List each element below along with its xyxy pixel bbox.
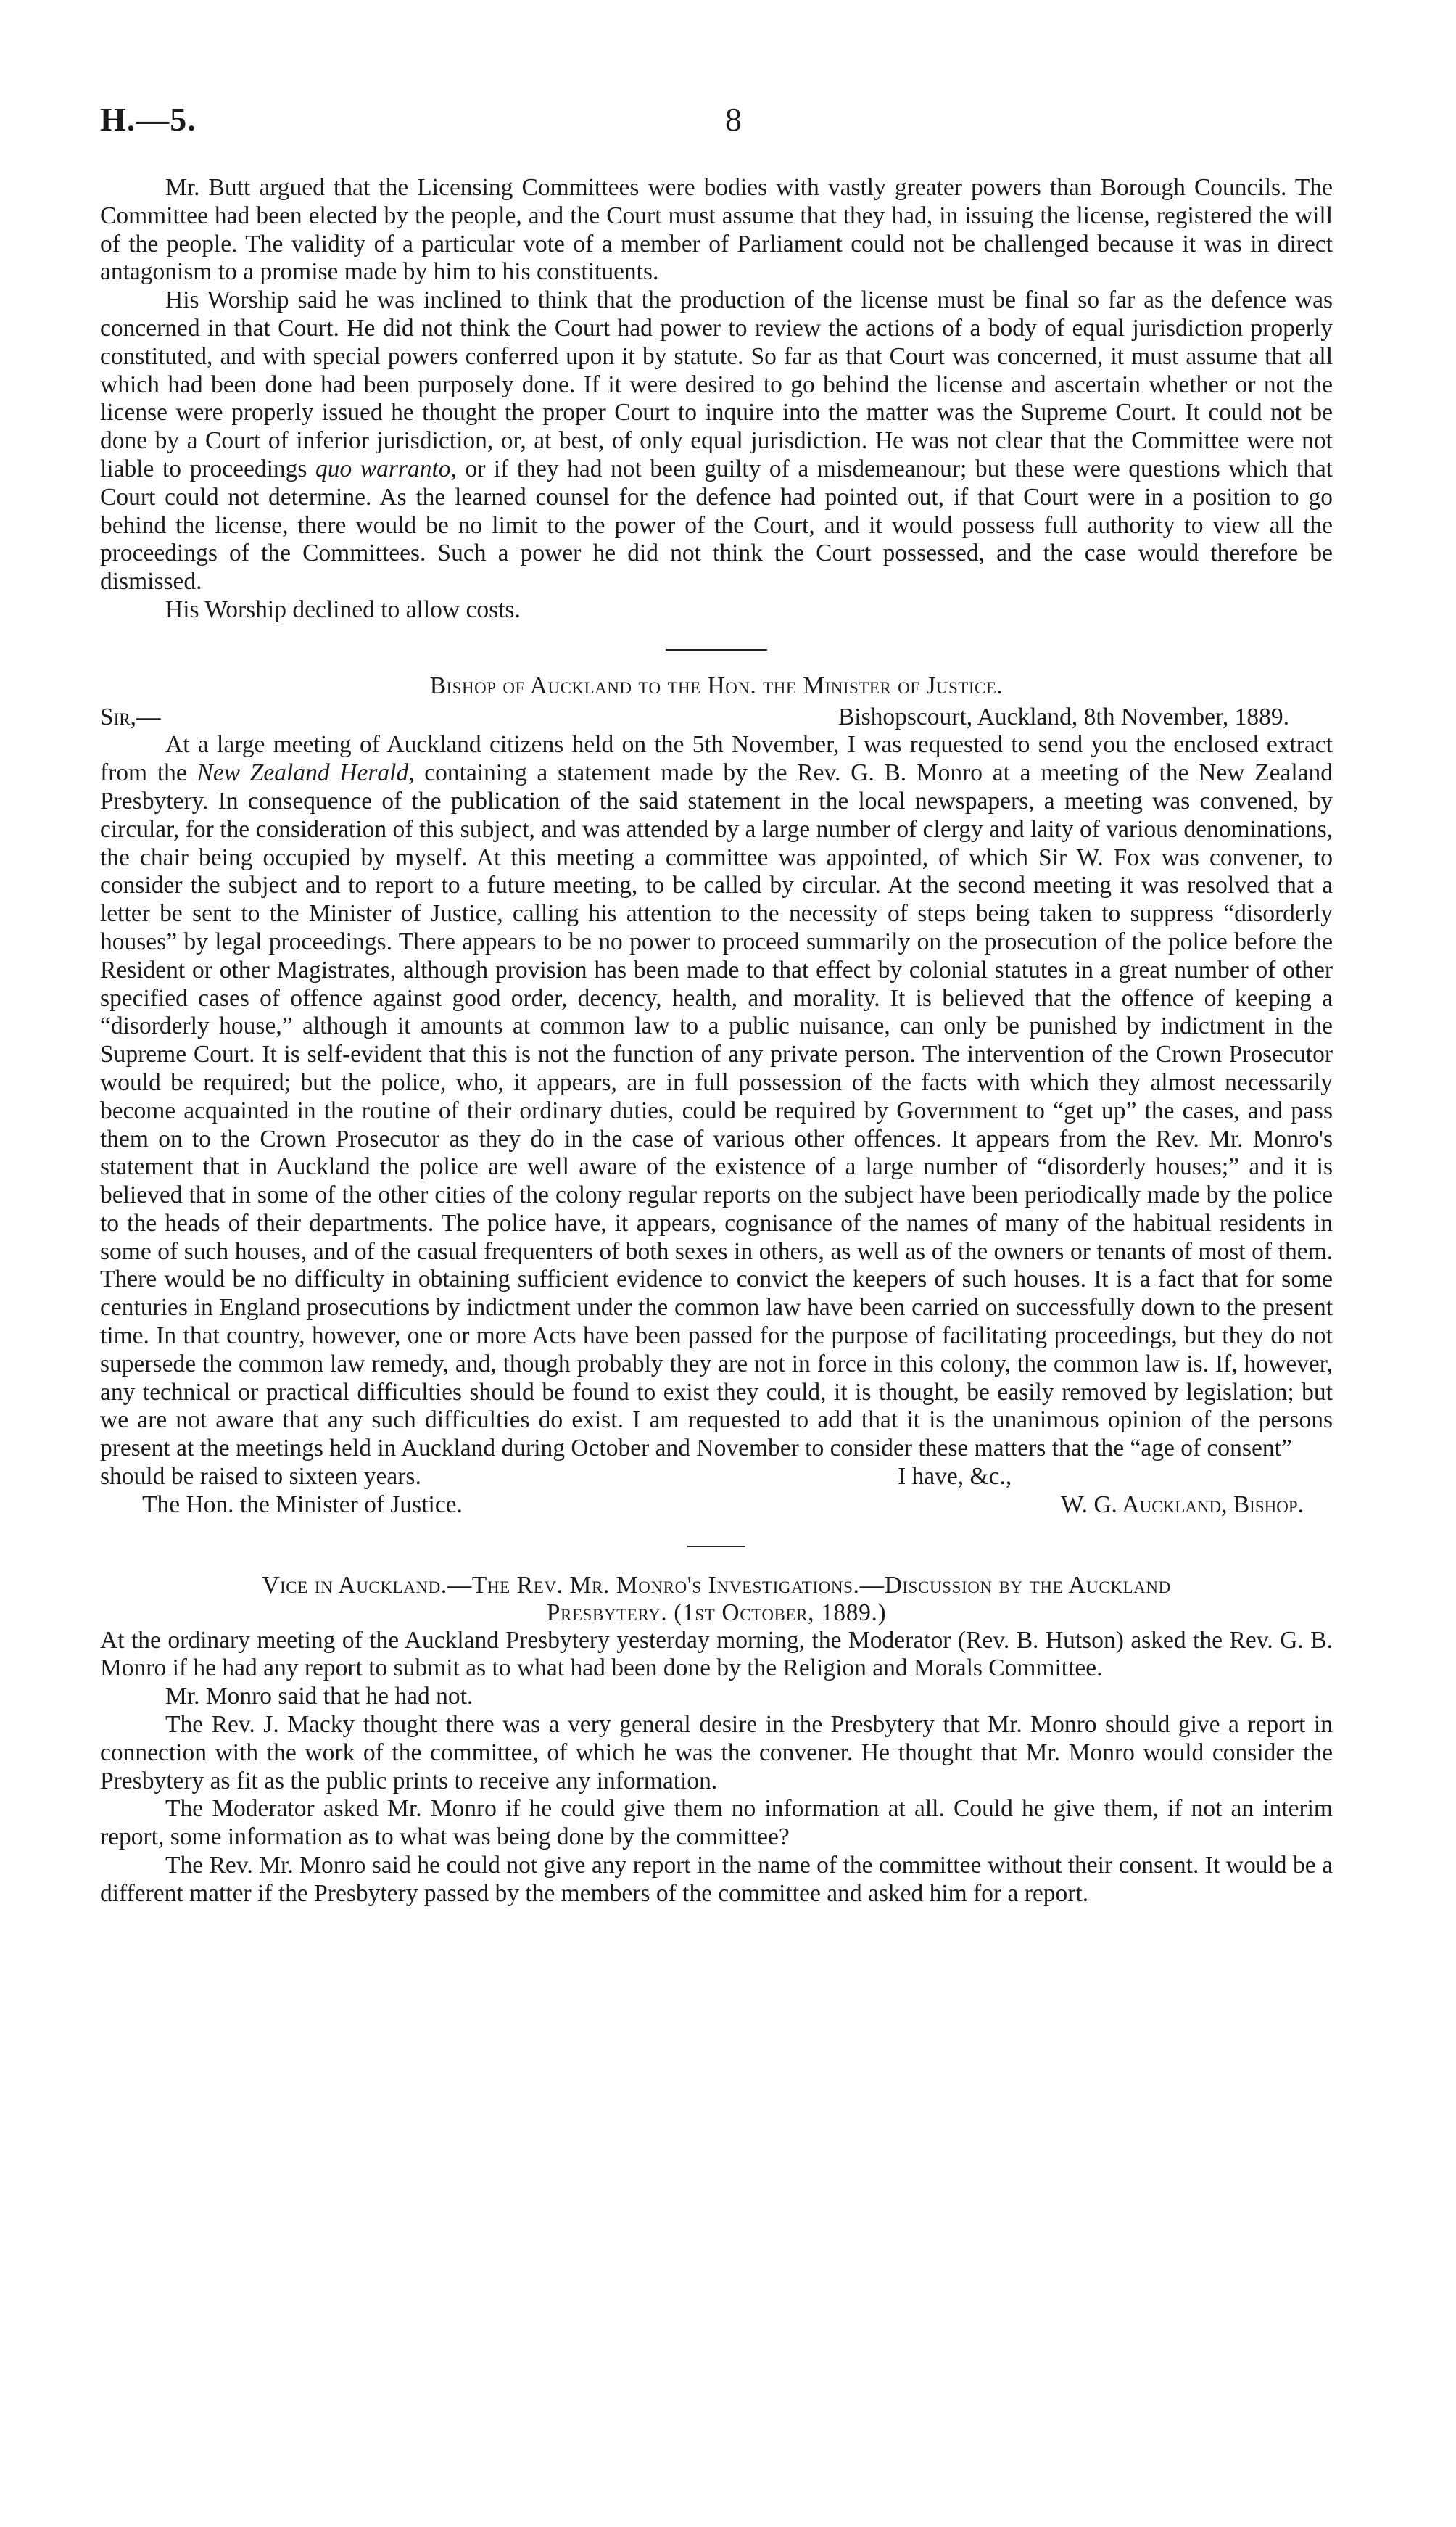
salutation-row (100, 704, 1333, 732)
paragraph-costs: His Worship declined to allow costs. (165, 595, 521, 623)
article-title: Vice in Auckland.—The Rev. Mr. Monro's Investigations.—Discussion by the Auckland Presbytery. (1st October, 1889.) (262, 1571, 1171, 1626)
article-paragraph: The Moderator asked Mr. Monro if he could give them no information at all. Could he give them, if not an interim report, some information as to what was being done by the committee? (100, 1795, 1333, 1851)
page-number: 8 (725, 101, 742, 138)
letter-addressee: The Hon. the Minister of Justice. (142, 1491, 463, 1518)
article-paragraph: The Rev. Mr. Monro said he could not give any report in the name of the committee without their consent. It would be a different matter if the Presbytery passed by the members of the committee and asked him for a report. (100, 1852, 1333, 1907)
paragraph-worship-ruling: His Worship said he was inclined to think that the production of the license must be final so far as the defence was concerned in that Court. He did not think the Court had power to review the actions of a body of equal jurisdiction properly constituted, and with special powers conferred upon it by statute. So far as that Court was concerned, it must assume that all which had been done had been purposely done. If it were desired to go behind the license and ascertain whether or not the license were properly issued he thought the proper Court to inquire into the matter was the Supreme Court. It could not be done by a Court of inferior jurisdiction, or, at best, of only equal jurisdiction. He was not clear that the Committee were not liable to proceedings quo warranto, or if they had not been guilty of a misdemeanour; but these were questions which that Court could not determine. As the learned counsel for the defence had pointed out, if that Court were in a position to go behind the license, there would be no limit to the power of the Court, and it would possess full authority to view all the proceedings of the Committees. Such a power he did not think the Court possessed, and the case would therefore be dismissed. (100, 286, 1333, 595)
article-paragraph: The Rev. J. Macky thought there was a very general desire in the Presbytery that Mr. Monro should give a report in connection with the work of the committee, of which he was the convener. He thought that Mr. Monro would consider the Presbytery as fit as the public prints to receive any information. (100, 1711, 1333, 1794)
document-id: H.—5. (100, 101, 197, 138)
letter-closing: I have, &c., (898, 1463, 1012, 1491)
court-report-section (100, 174, 1333, 624)
letter-heading: Bishop of Auckland to the Hon. the Minister of Justice. (429, 672, 1004, 699)
letter-place-date: Bishopscourt, Auckland, 8th November, 1889. (837, 703, 1289, 730)
page-body (100, 174, 1333, 1908)
article-paragraph: Mr. Monro said that he had not. (165, 1683, 473, 1710)
article-paragraph: At the ordinary meeting of the Auckland Presbytery yesterday morning, the Moderator (Rev. B. Hutson) asked the Rev. G. B. Monro if he had any report to submit as to what had been done by the Religion and Morals Committee. (100, 1626, 1333, 1682)
section-divider (687, 1546, 745, 1547)
letter-body-last-line: should be raised to sixteen years. (100, 1463, 421, 1491)
letter-signature: W. G. Auckland, Bishop. (1061, 1491, 1304, 1518)
page-header (100, 100, 1333, 151)
letter-body: At a large meeting of Auckland citizens held on the 5th November, I was requested to send you the enclosed extract from the New Zealand Herald, containing a statement made by the Rev. G. B. Monro at a meeting of the New Zealand Presbytery. In consequence of the publication of the said statement in the local newspapers, a meeting was convened, by circular, for the consideration of this subject, and was attended by a large number of clergy and laity of various denominations, the chair being occupied by myself. At this meeting a committee was appointed, of which Sir W. Fox was convener, to consider the subject and to report to a future meeting, to be called by circular. At the second meeting it was resolved that a letter be sent to the Minister of Justice, calling his attention to the necessity of steps being taken to suppress “disorderly houses” by legal proceedings. There appears to be no power to proceed summarily on the prosecution of the police before the Resident or other Magistrates, although provision has been made to that effect by colonial statutes in a great number of other specified cases of offence against good order, decency, health, and morality. It is believed that the offence of keeping a “disorderly house,” although it amounts at common law to a public nuisance, can only be punished by indictment in the Supreme Court. It is self-evident that this is not the function of any private person. The intervention of the Crown Prosecutor would be required; but the police, who, it appears, are in full possession of the facts with which they almost necessarily become acquainted in the routine of their ordinary duties, could be required by Government to “get up” the cases, and pass them on to the Crown Prosecutor as they do in the case of various other offences. It appears from the Rev. Mr. Monro's statement that in Auckland the police are well aware of the existence of a large number of “disorderly houses;” and it is believed that in some of the other cities of the colony regular reports on the subject have been periodically made by the police to the heads of their departments. The police have, it appears, cognisance of the names of many of the habitual residents in some of such houses, and of the casual frequenters of both sexes in others, as well as of the owners or tenants of most of them. There would be no difficulty in obtaining sufficient evidence to convict the keepers of such houses. It is a fact that for some centuries in England prosecutions by indictment under the common law have been carried on successfully down to the present time. In that country, however, one or more Acts have been passed for the purpose of facilitating proceedings, but they do not supersede the common law remedy, and, though probably they are not in force in this colony, the common law is. If, however, any technical or practical difficulties should be found to exist they could, it is thought, be easily removed by legislation; but we are not aware that any such difficulties do exist. I am requested to add that it is the unanimous opinion of the persons present at the meetings held in Auckland during October and November to consider these matters that the “age of consent” (100, 731, 1333, 1462)
section-divider (666, 649, 767, 651)
bishop-letter (100, 672, 1333, 1520)
salutation: Sir,— (100, 703, 161, 730)
letter-closing-row (100, 1463, 1333, 1491)
signature-row (100, 1491, 1333, 1520)
newspaper-article (100, 1572, 1333, 1908)
paragraph-butt-argument: Mr. Butt argued that the Licensing Committees were bodies with vastly greater powers than Borough Councils. The Committee had been elected by the people, and the Court must assume that they had, in issuing the license, registered the will of the people. The validity of a particular vote of a member of Parliament could not be challenged because it was in direct antagonism to a promise made by him to his constituents. (100, 174, 1333, 286)
